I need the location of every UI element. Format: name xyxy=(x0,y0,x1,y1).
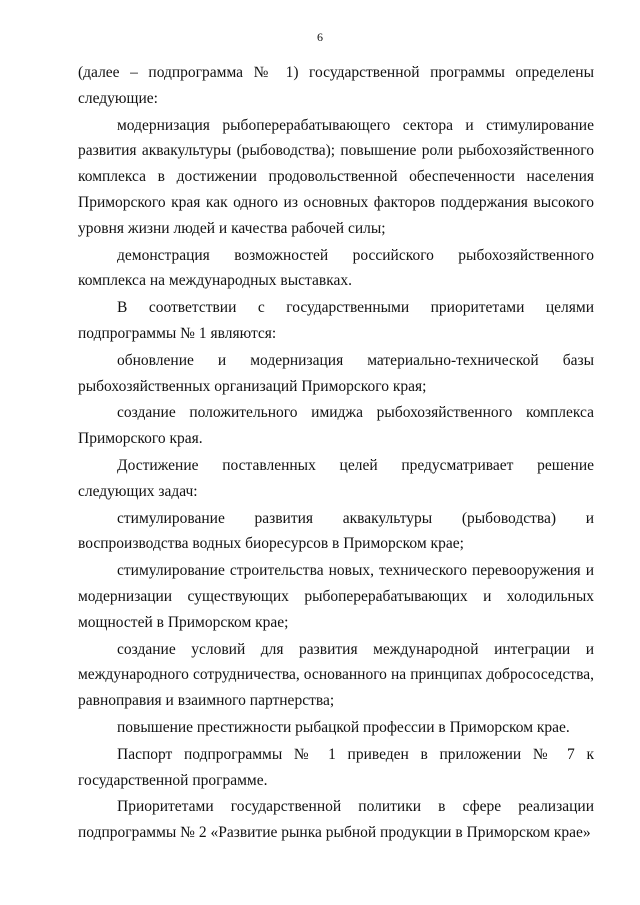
paragraph: создание положительного имиджа рыбохозяйственного комплекса Приморского края. xyxy=(78,404,594,448)
paragraph: стимулирование строительства новых, технического перевооружения и модернизации существующих рыбоперерабатывающих и холодильных мощностей в Приморском крае; xyxy=(78,562,594,631)
paragraph: Достижение поставленных целей предусматривает решение следующих задач: xyxy=(78,456,594,500)
paragraph: стимулирование развития аквакультуры (рыбоводства) и воспроизводства водных биоресурсов в Приморском крае; xyxy=(78,509,594,553)
document-body xyxy=(78,60,594,846)
paragraph: модернизация рыбоперерабатывающего сектора и стимулирование развития аквакультуры (рыбоводства); повышение роли рыбохозяйственного комплекса в достижении продовольственной обеспеченности населения Приморского края как одного из основных факторов поддержания высокого уровня жизни людей и качества рабочей силы; xyxy=(78,116,594,237)
paragraph: В соответствии с государственными приоритетами целями подпрограммы № 1 являются: xyxy=(78,299,594,342)
paragraph: повышение престижности рыбацкой профессии в Приморском крае. xyxy=(117,718,570,736)
paragraph: (далее – подпрограмма № 1) государственной программы определены следующие: xyxy=(78,64,594,107)
page-number: 6 xyxy=(317,30,323,44)
paragraph: демонстрация возможностей российского рыбохозяйственного комплекса на международных выставках. xyxy=(78,246,594,290)
paragraph: обновление и модернизация материально-технической базы рыбохозяйственных организаций Приморского края; xyxy=(78,351,594,395)
paragraph: создание условий для развития международной интеграции и международного сотрудничества, основанного на принципах добрососедства, равноправия и взаимного партнерства; xyxy=(78,640,594,710)
paragraph: Приоритетами государственной политики в сфере реализации подпрограммы № 2 «Развитие рынка рыбной продукции в Приморском крае» xyxy=(78,798,594,842)
paragraph: Паспорт подпрограммы № 1 приведен в приложении № 7 к государственной программе. xyxy=(78,745,594,789)
